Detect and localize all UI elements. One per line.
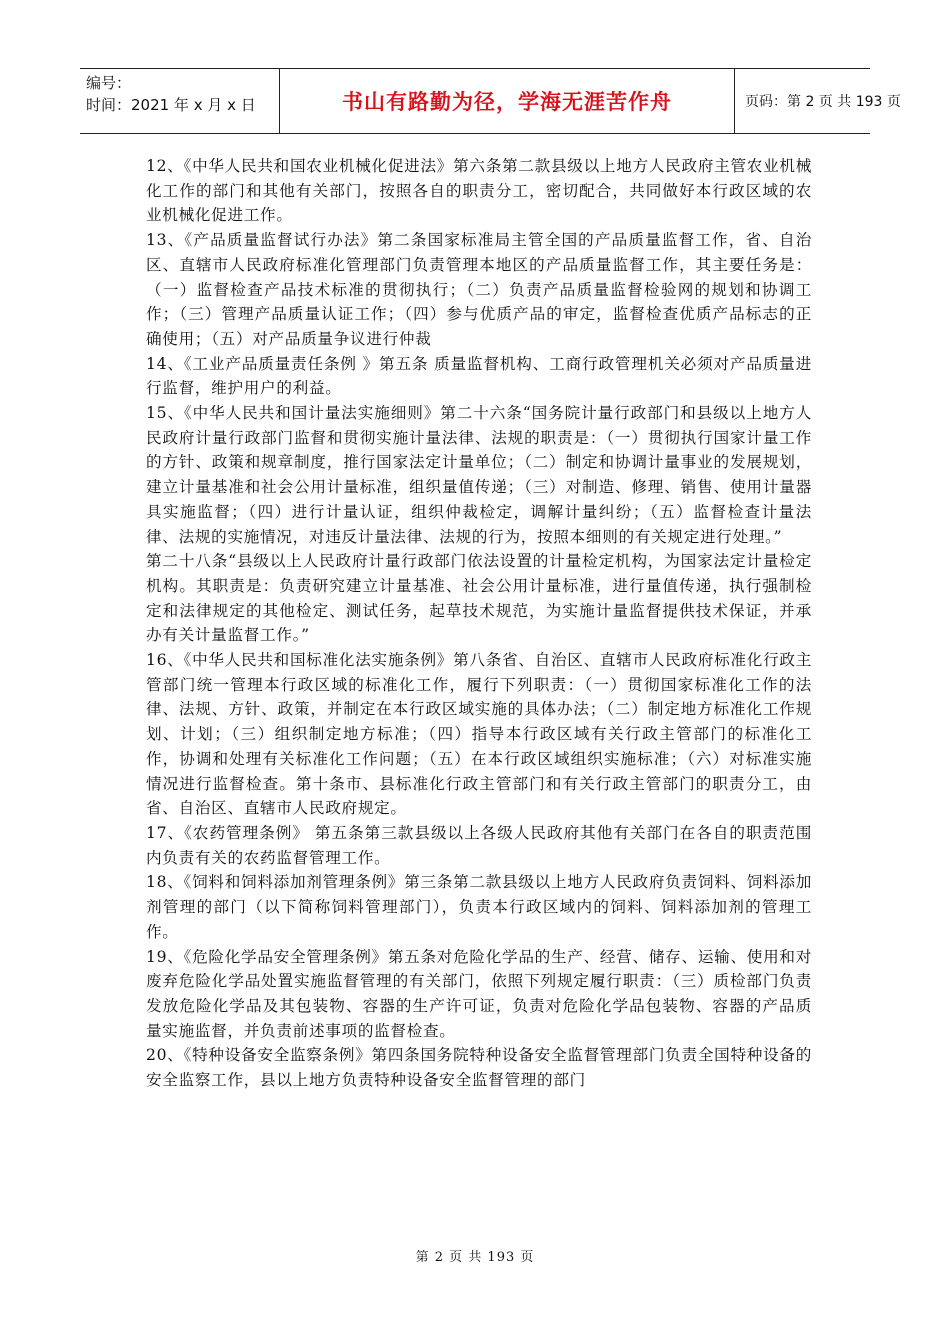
header-motto-cell: [280, 69, 735, 133]
page-footer: 第 2 页 共 193 页: [415, 1250, 535, 1265]
date-label: 时间：2021 年 x 月 x 日: [86, 96, 256, 114]
paragraph-15: 15、《中华人民共和国计量法实施细则》第二十六条“国务院计量行政部门和县级以上地方人民政府计量行政部门监督和贯彻实施计量法律、法规的职责是：（一）贯彻执行国家计量工作的方针、政策和规章制度，推行国家法定计量单位；（二）制定和协调计量事业的发展规划，建立计量基准和社会公用计量标准，组织量值传递；（三）对制造、修理、销售、使用计量器具实施监督；（四）进行计量认证，组织仲裁检定，调解计量纠纷；（五）监督检查计量法律、法规的实施情况，对违反计量法律、法规的行为，按照本细则的有关规定进行处理。”: [146, 404, 812, 546]
header-page-cell: [735, 69, 901, 133]
paragraph-14: 14、《工业产品质量责任条例 》第五条 质量监督机构、工商行政管理机关必须对产品质量进行监督，维护用户的利益。: [146, 354, 812, 398]
paragraph-17: 17、《农药管理条例》 第五条第三款县级以上各级人民政府其他有关部门在各自的职责范围内负责有关的农药监督管理工作。: [146, 823, 812, 867]
paragraph-15-article-28: 第二十八条“县级以上人民政府计量行政部门依法设置的计量检定机构，为国家法定计量检定机构。其职责是：负责研究建立计量基准、社会公用计量标准，进行量值传递，执行强制检定和法律规定的其他检定、测试任务，起草技术规范，为实施计量监督提供技术保证，并承办有关计量监督工作。”: [146, 552, 812, 645]
header-page-number: 页码：第 2 页 共 193 页: [745, 94, 901, 110]
motto-text: 书山有路勤为径，学海无涯苦作舟: [342, 90, 672, 114]
header-meta: [80, 69, 280, 133]
paragraph-16: 16、《中华人民共和国标准化法实施条例》第八条省、自治区、直辖市人民政府标准化行政主管部门统一管理本行政区域的标准化工作，履行下列职责：（一）贯彻国家标准化工作的法律、法规、方针、政策，并制定在本行政区域实施的具体办法；（二）制定地方标准化工作规划、计划；（三）组织制定地方标准；（四）指导本行政区域有关行政主管部门的标准化工作，协调和处理有关标准化工作问题；（五）在本行政区域组织实施标准；（六）对标准实施情况进行监督检查。第十条市、县标准化行政主管部门和有关行政主管部门的职责分工，由省、自治区、直辖市人民政府规定。: [146, 651, 812, 818]
document-body: [146, 154, 812, 1093]
paragraph-18: 18、《饲料和饲料添加剂管理条例》第三条第二款县级以上地方人民政府负责饲料、饲料添加剂管理的部门（以下简称饲料管理部门），负责本行政区域内的饲料、饲料添加剂的管理工作。: [146, 873, 812, 941]
serial-number-label: 编号：: [86, 74, 132, 92]
paragraph-20: 20、《特种设备安全监察条例》第四条国务院特种设备安全监督管理部门负责全国特种设备的安全监察工作，县以上地方负责特种设备安全监督管理的部门: [146, 1046, 812, 1090]
paragraph-13: 13、《产品质量监督试行办法》第二条国家标准局主管全国的产品质量监督工作，省、自治区、直辖市人民政府标准化管理部门负责管理本地区的产品质量监督工作，其主要任务是：（一）监督检查产品技术标准的贯彻执行；（二）负责产品质量监督检验网的规划和协调工作；（三）管理产品质量认证工作；（四）参与优质产品的审定，监督检查优质产品标志的正确使用；（五）对产品质量争议进行仲裁: [146, 231, 812, 348]
page-header: [80, 68, 901, 134]
paragraph-19: 19、《危险化学品安全管理条例》第五条对危险化学品的生产、经营、储存、运输、使用和对废弃危险化学品处置实施监督管理的有关部门，依照下列规定履行职责：（三）质检部门负责发放危险化学品及其包装物、容器的生产许可证，负责对危险化学品包装物、容器的产品质量实施监督，并负责前述事项的监督检查。: [146, 947, 812, 1040]
paragraph-12: 12、《中华人民共和国农业机械化促进法》第六条第二款县级以上地方人民政府主管农业机械化工作的部门和其他有关部门，按照各自的职责分工，密切配合，共同做好本行政区域的农业机械化促进工作。: [146, 157, 812, 225]
